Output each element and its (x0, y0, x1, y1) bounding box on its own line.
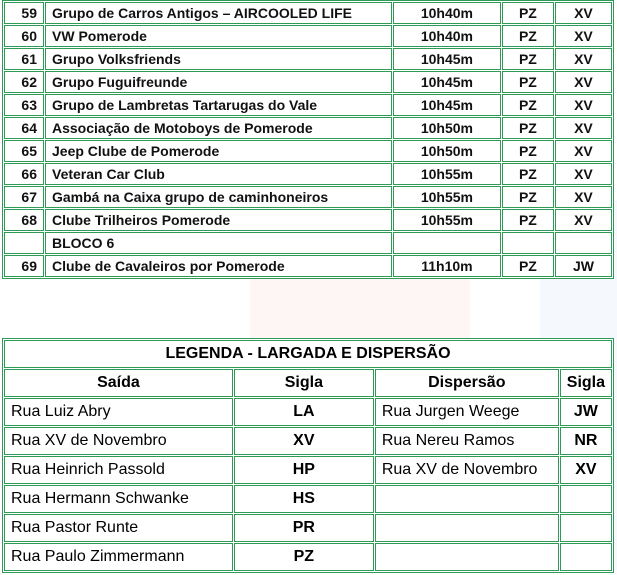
entry-name: Grupo Volksfriends (45, 48, 392, 70)
dispersao-sigla: NR (560, 427, 612, 455)
table-row (4, 140, 612, 162)
entry-time: 10h45m (393, 94, 501, 116)
entry-time: 10h55m (393, 163, 501, 185)
legend-title: LEGENDA - LARGADA E DISPERSÃO (4, 340, 612, 368)
entry-number: 62 (4, 71, 44, 93)
saida-sigla: HS (234, 485, 374, 513)
entry-number: 67 (4, 186, 44, 208)
entry-dispersao: XV (555, 71, 612, 93)
entry-dispersao: XV (555, 94, 612, 116)
saida-street: Rua Paulo Zimmermann (4, 543, 233, 571)
saida-sigla: PZ (234, 543, 374, 571)
entry-dispersao: XV (555, 186, 612, 208)
entry-time (393, 232, 501, 254)
dispersao-sigla: JW (560, 398, 612, 426)
entry-saida: PZ (502, 48, 554, 70)
entry-name: VW Pomerode (45, 25, 392, 47)
entry-number: 64 (4, 117, 44, 139)
table-row (4, 163, 612, 185)
entry-number: 65 (4, 140, 44, 162)
entry-saida (502, 232, 554, 254)
legend-row (4, 427, 612, 455)
table-row (4, 232, 612, 254)
entry-saida: PZ (502, 2, 554, 24)
entry-dispersao: XV (555, 2, 612, 24)
table-row (4, 94, 612, 116)
entry-number: 59 (4, 2, 44, 24)
legend-row (4, 398, 612, 426)
entry-saida: PZ (502, 163, 554, 185)
entry-dispersao: XV (555, 25, 612, 47)
saida-sigla: LA (234, 398, 374, 426)
entry-number: 63 (4, 94, 44, 116)
table-row (4, 209, 612, 231)
table-row (4, 25, 612, 47)
schedule-table (2, 0, 614, 279)
entry-time: 10h45m (393, 71, 501, 93)
legend-row (4, 485, 612, 513)
header-sigla-dispersao: Sigla (560, 369, 612, 397)
entry-time: 10h50m (393, 140, 501, 162)
entry-number: 61 (4, 48, 44, 70)
entry-number: 68 (4, 209, 44, 231)
entry-dispersao: XV (555, 48, 612, 70)
legend-row (4, 543, 612, 571)
entry-number: 60 (4, 25, 44, 47)
entry-saida: PZ (502, 186, 554, 208)
entry-saida: PZ (502, 71, 554, 93)
table-row (4, 186, 612, 208)
entry-name: Grupo de Lambretas Tartarugas do Vale (45, 94, 392, 116)
entry-time: 10h45m (393, 48, 501, 70)
saida-street: Rua Luiz Abry (4, 398, 233, 426)
legend-row (4, 514, 612, 542)
entry-saida: PZ (502, 25, 554, 47)
header-saida: Saída (4, 369, 233, 397)
legend-table (2, 338, 614, 573)
dispersao-street: Rua Jurgen Weege (375, 398, 559, 426)
entry-number: 66 (4, 163, 44, 185)
table-row (4, 255, 612, 277)
dispersao-street: Rua Nereu Ramos (375, 427, 559, 455)
legend-row (4, 456, 612, 484)
dispersao-street (375, 485, 559, 513)
dispersao-sigla (560, 543, 612, 571)
entry-dispersao: XV (555, 163, 612, 185)
entry-name: Gambá na Caixa grupo de caminhoneiros (45, 186, 392, 208)
entry-dispersao: XV (555, 209, 612, 231)
entry-time: 10h40m (393, 25, 501, 47)
table-row (4, 71, 612, 93)
table-row (4, 48, 612, 70)
entry-saida: PZ (502, 209, 554, 231)
entry-dispersao: JW (555, 255, 612, 277)
dispersao-sigla: XV (560, 456, 612, 484)
table-row (4, 2, 612, 24)
entry-name: Clube de Cavaleiros por Pomerode (45, 255, 392, 277)
saida-sigla: XV (234, 427, 374, 455)
entry-number (4, 232, 44, 254)
saida-street: Rua Heinrich Passold (4, 456, 233, 484)
dispersao-street (375, 543, 559, 571)
dispersao-sigla (560, 485, 612, 513)
entry-time: 10h50m (393, 117, 501, 139)
entry-name: Grupo de Carros Antigos – AIRCOOLED LIFE (45, 2, 392, 24)
entry-name: BLOCO 6 (45, 232, 392, 254)
entry-name: Associação de Motoboys de Pomerode (45, 117, 392, 139)
entry-saida: PZ (502, 140, 554, 162)
entry-saida: PZ (502, 94, 554, 116)
saida-street: Rua XV de Novembro (4, 427, 233, 455)
entry-dispersao: XV (555, 140, 612, 162)
entry-name: Grupo Fuguifreunde (45, 71, 392, 93)
saida-sigla: PR (234, 514, 374, 542)
entry-saida: PZ (502, 255, 554, 277)
entry-name: Jeep Clube de Pomerode (45, 140, 392, 162)
entry-saida: PZ (502, 117, 554, 139)
table-row (4, 117, 612, 139)
dispersao-sigla (560, 514, 612, 542)
entry-number: 69 (4, 255, 44, 277)
entry-name: Veteran Car Club (45, 163, 392, 185)
saida-street: Rua Hermann Schwanke (4, 485, 233, 513)
dispersao-street (375, 514, 559, 542)
header-dispersao: Dispersão (375, 369, 559, 397)
entry-dispersao (555, 232, 612, 254)
entry-time: 10h40m (393, 2, 501, 24)
saida-street: Rua Pastor Runte (4, 514, 233, 542)
entry-time: 10h55m (393, 186, 501, 208)
entry-time: 11h10m (393, 255, 501, 277)
entry-dispersao: XV (555, 117, 612, 139)
entry-time: 10h55m (393, 209, 501, 231)
header-sigla-saida: Sigla (234, 369, 374, 397)
dispersao-street: Rua XV de Novembro (375, 456, 559, 484)
saida-sigla: HP (234, 456, 374, 484)
entry-name: Clube Trilheiros Pomerode (45, 209, 392, 231)
